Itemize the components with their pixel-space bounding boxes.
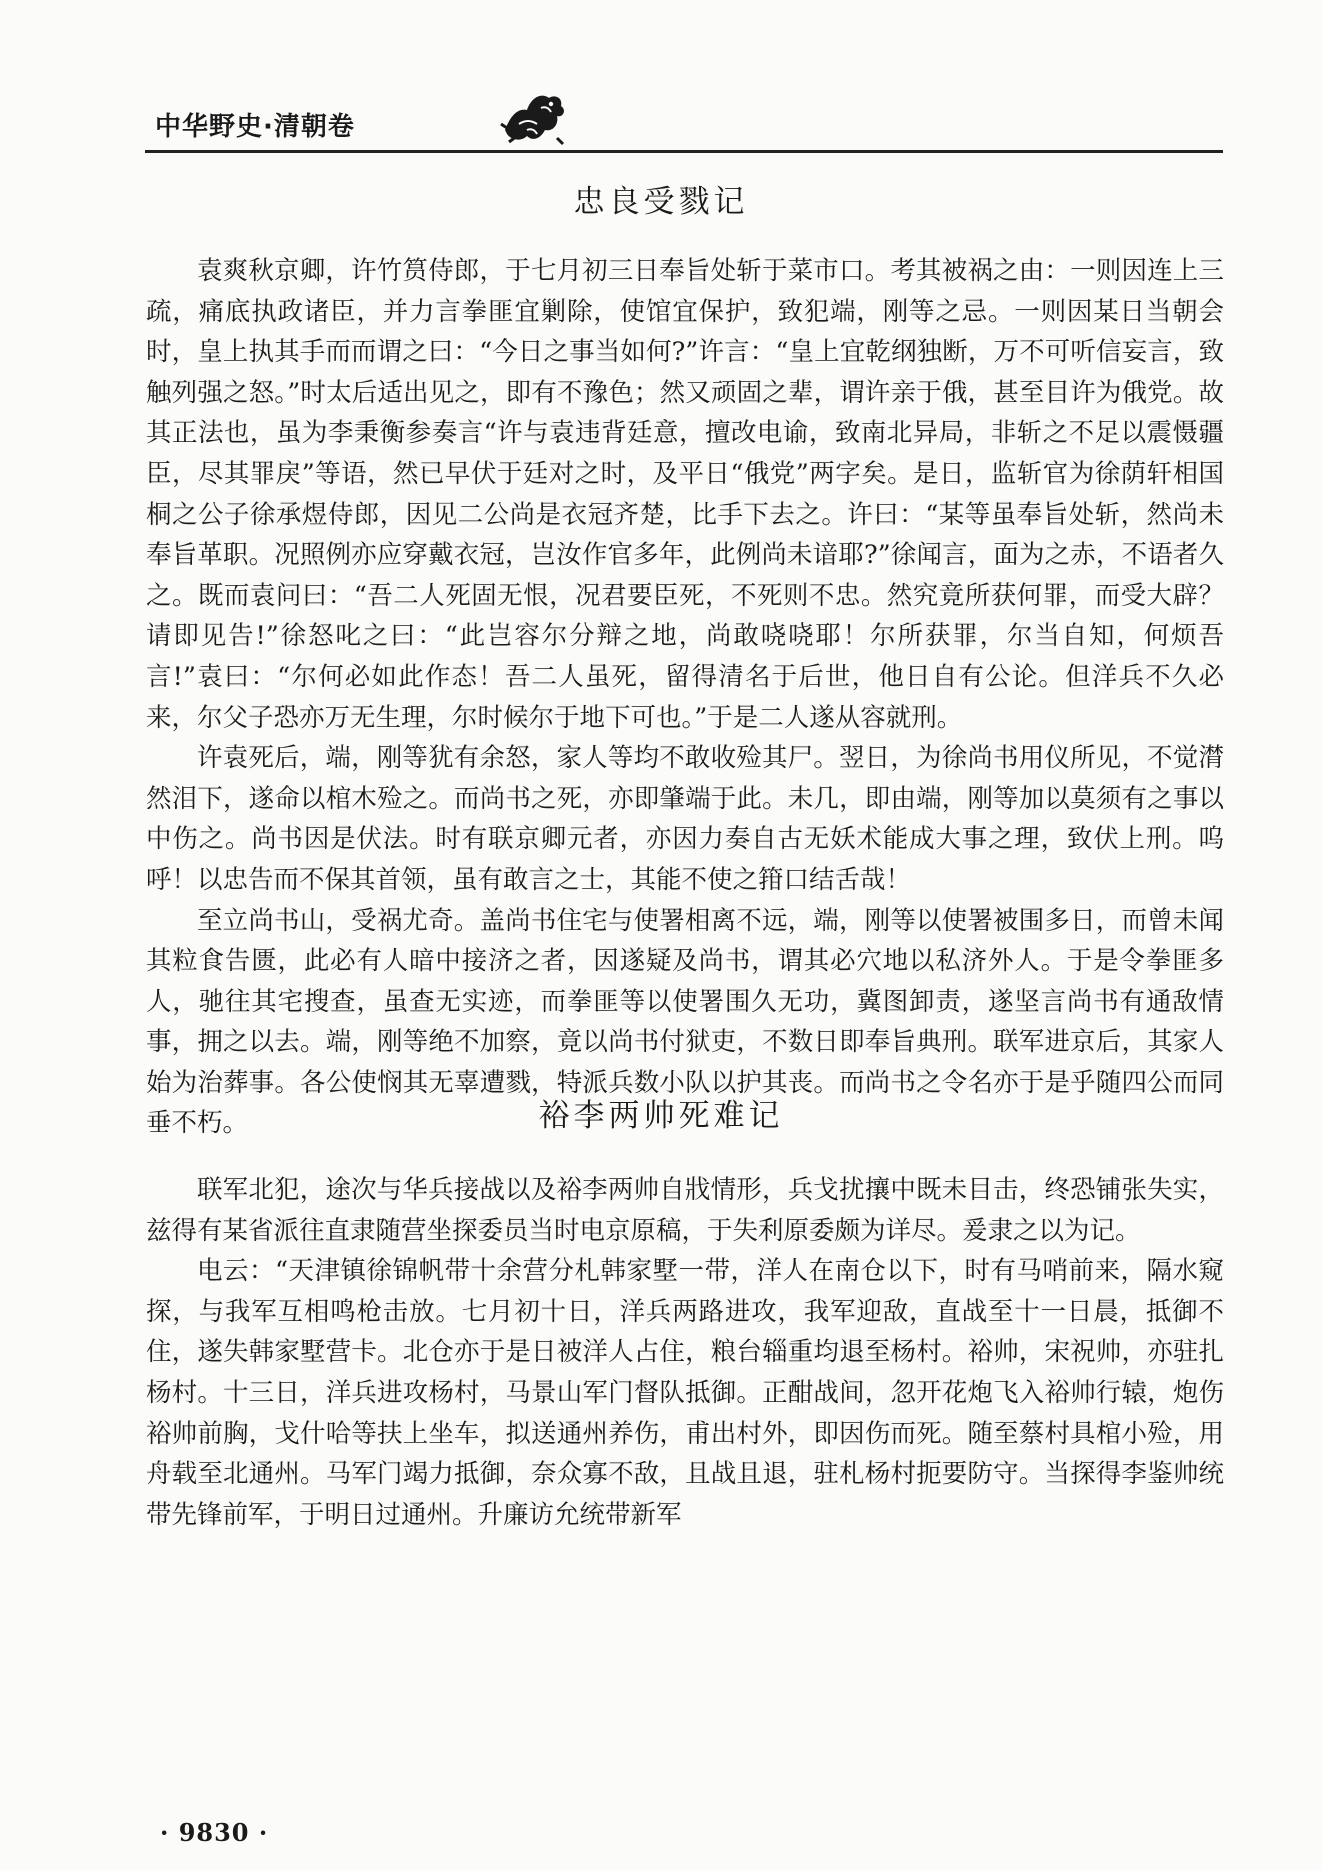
article-title-1: 忠良受戮记 xyxy=(573,184,749,220)
paragraph: 联军北犯，途次与华兵接战以及裕李两帅自戕情形，兵戈扰攘中既未目击，终恐铺张失实，兹得有某省派往直隶随营坐探委员当时电京原稿，于失利原委颇为详尽。爰隶之以为记。 xyxy=(146,1175,1224,1246)
article-title-2: 裕李两帅死难记 xyxy=(538,1098,784,1134)
running-header xyxy=(145,84,1225,154)
paragraph: 至立尚书山，受祸尤奇。盖尚书住宅与使署相离不远，端，刚等以使署被围多日，而曾未闻其粒食告匮，此必有人暗中接济之者，因遂疑及尚书，谓其必穴地以私济外人。于是令拳匪多人，驰往其宅搜查，虽查无实迹，而拳匪等以使署围久无功，冀图卸责，遂坚言尚书有通敌情事，拥之以去。端，刚等绝不加察，竟以尚书付狱吏，不数日即奉旨典刑。联军进京后，其家人始为治葬事。各公使悯其无辜遭戮，特派兵数小队以护其丧。而尚书之令名亦于是乎随四公而同垂不朽。 xyxy=(146,905,1224,1139)
paragraph: 电云：“天津镇徐锦帆带十余营分札韩家墅一带，洋人在南仓以下，时有马哨前来，隔水窥探，与我军互相鸣枪击放。七月初十日，洋兵两路进攻，我军迎敌，直战至十一日晨，抵御不住，遂失韩家墅营卡。北仓亦于是日被洋人占住，粮台辎重均退至杨村。裕帅，宋祝帅，亦驻扎杨村。十三日，洋兵进攻杨村，马景山军门督队抵御。正酣战间，忽开花炮飞入裕帅行辕，炮伤裕帅前胸，戈什哈等扶上坐车，拟送通州养伤，甫出村外，即因伤而死。随至蔡村具棺小殓，用舟载至北通州。马军门竭力抵御，奈众寡不敌，且战且退，驻札杨村扼要防守。当探得李鉴帅统带先锋前军，于明日过通州。升廉访允统带新军 xyxy=(146,1256,1224,1530)
page-number: · 9830 · xyxy=(160,1818,269,1847)
article-body-1 xyxy=(146,251,1224,1144)
dragon-emblem-icon xyxy=(497,84,569,148)
book-title: 中华野史·清朝卷 xyxy=(155,112,355,142)
paragraph: 许袁死后，端，刚等犹有余怒，家人等均不敢收殓其尸。翌日，为徐尚书用仪所见，不觉潸然泪下，遂命以棺木殓之。而尚书之死，亦即肇端于此。未几，即由端，刚等加以莫须有之事以中伤之。尚书因是伏法。时有联京卿元者，亦因力奏自古无妖术能成大事之理，致伏上刑。呜呼！以忠告而不保其首领，虽有敢言之士，其能不使之箝口结舌哉！ xyxy=(146,743,1224,895)
header-rule xyxy=(145,150,1223,153)
article-body-2 xyxy=(146,1170,1224,1535)
paragraph: 袁爽秋京卿，许竹筼侍郎，于七月初三日奉旨处斩于菜市口。考其被祸之由：一则因连上三疏，痛底执政诸臣，并力言拳匪宜剿除，使馆宜保护，致犯端，刚等之忌。一则因某日当朝会时，皇上执其手而而谓之曰：“今日之事当如何?”许言：“皇上宜乾纲独断，万不可听信妄言，致触列强之怒。”时太后适出见之，即有不豫色；然又顽固之辈，谓许亲于俄，甚至目许为俄党。故其正法也，虽为李秉衡参奏言“许与袁违背廷意，擅改电谕，致南北异局，非斩之不足以震慑疆臣，尽其罪戾”等语，然已早伏于廷对之时，及平日“俄党”两字矣。是日，监斩官为徐荫轩相国桐之公子徐承煜侍郎，因见二公尚是衣冠齐楚，比手下去之。许曰：“某等虽奉旨处斩，然尚未奉旨革职。况照例亦应穿戴衣冠，岂汝作官多年，此例尚未谙耶?”徐闻言，面为之赤，不语者久之。既而袁问曰：“吾二人死固无恨，况君要臣死，不死则不忠。然究竟所获何罪，而受大辟？请即见告!”徐怒叱之曰：“此岂容尔分辩之地，尚敢哓哓耶！尔所获罪，尔当自知，何烦吾言!”袁曰：“尔何必如此作态！吾二人虽死，留得清名于后世，他日自有公论。但洋兵不久必来，尔父子恐亦万无生理，尔时候尔于地下可也。”于是二人遂从容就刑。 xyxy=(146,256,1224,733)
